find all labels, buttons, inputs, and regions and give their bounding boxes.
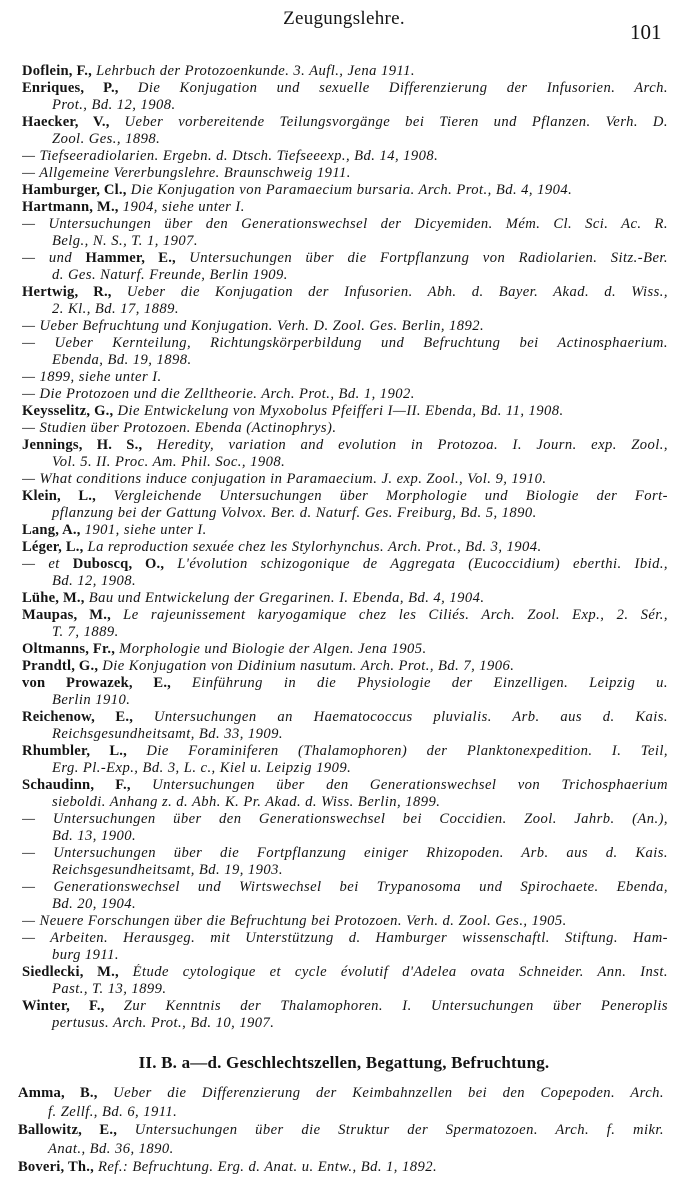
bibliography-entry — [22, 777, 668, 811]
entry-first-line — [22, 114, 668, 131]
bibliography-entry — [22, 148, 668, 165]
bibliography-entry — [22, 199, 668, 216]
bibliography-entry — [22, 420, 668, 437]
entry-citation: Untersuchungen über den Generationswechsel von Trichosphaerium — [130, 777, 668, 793]
entry-continuation: Ebenda, Bd. 19, 1898. — [52, 352, 192, 368]
entry-citation: Die Protozoen und die Zelltheorie. Arch. Prot., Bd. 1, 1902. — [39, 386, 415, 402]
entry-prefix: — — [22, 471, 40, 487]
entry-author: Hammer, E., — [85, 250, 176, 266]
bibliography-entry — [22, 63, 668, 80]
bibliography-entry — [22, 386, 668, 403]
entry-first-line — [22, 522, 668, 539]
entry-continuation: Bd. 20, 1904. — [52, 896, 137, 912]
entry-prefix: — — [22, 216, 49, 232]
entry-author: Hartmann, M., — [22, 199, 119, 215]
entry-first-line — [18, 1084, 664, 1103]
entry-continuation: Vol. 5. II. Proc. Am. Phil. Soc., 1908. — [52, 454, 286, 470]
entry-author: Enriques, P., — [22, 80, 119, 96]
section-bibliography-list — [18, 1084, 664, 1177]
entry-citation: Die Entwickelung von Myxobolus Pfeifferi I—II. Ebenda, Bd. 11, 1908. — [113, 403, 564, 419]
entry-citation: Ueber die Differenzierung der Keimbahnzellen bei den Copepoden. Arch. — [97, 1085, 664, 1101]
entry-first-line — [22, 556, 668, 573]
entry-citation: Bau und Entwickelung der Gregarinen. I. Ebenda, Bd. 4, 1904. — [84, 590, 485, 606]
entry-citation: L'évolution schizogonique de Aggregata (Eucoccidium) eberthi. Ibid., — [164, 556, 668, 572]
entry-citation: Untersuchungen über den Generationswechsel der Dicyemiden. Mém. Cl. Sci. Ac. R. — [48, 216, 668, 232]
entry-continuation: Anat., Bd. 36, 1890. — [48, 1140, 174, 1157]
entry-author: Lühe, M., — [22, 590, 85, 606]
entry-continuation: burg 1911. — [52, 947, 119, 963]
entry-author: Doflein, F., — [22, 63, 92, 79]
entry-author: Keysselitz, G., — [22, 403, 114, 419]
entry-first-line — [22, 403, 668, 420]
entry-prefix: — — [22, 386, 40, 402]
bibliography-entry — [22, 998, 668, 1032]
entry-citation: Untersuchungen über die Fortpflanzung einiger Rhizopoden. Arb. aus d. Kais. — [53, 845, 668, 861]
bibliography-entry — [22, 369, 668, 386]
entry-first-line — [22, 216, 668, 233]
entry-author: Prandtl, G., — [22, 658, 99, 674]
entry-prefix: — — [22, 420, 40, 436]
entry-citation: Allgemeine Vererbungslehre. Braunschweig 1911. — [39, 165, 351, 181]
entry-author: Hamburger, Cl., — [22, 182, 127, 198]
entry-first-line — [22, 437, 668, 454]
entry-first-line — [22, 964, 668, 981]
bibliography-entry — [22, 879, 668, 913]
entry-continuation: f. Zellf., Bd. 6, 1911. — [48, 1103, 178, 1120]
bibliography-entry — [22, 165, 668, 182]
bibliography-entry — [22, 250, 668, 284]
bibliography-entry — [22, 539, 668, 556]
entry-prefix: — — [22, 811, 53, 827]
entry-first-line — [22, 420, 668, 437]
section-heading: II. B. a—d. Geschlechtszellen, Begattung, Befruchtung. — [138, 1053, 550, 1072]
entry-continuation: Reichsgesundheitsamt, Bd. 33, 1909. — [52, 726, 283, 742]
entry-citation: Die Foraminiferen (Thalamophoren) der Planktonexpedition. I. Teil, — [126, 743, 668, 759]
entry-citation: 1904, siehe unter I. — [118, 199, 245, 215]
bibliography-entry — [18, 1158, 664, 1177]
entry-continuation: Bd. 13, 1900. — [52, 828, 137, 844]
entry-citation: Die Konjugation von Didinium nasutum. Arch. Prot., Bd. 7, 1906. — [98, 658, 515, 674]
entry-first-line — [18, 1158, 664, 1177]
bibliography-entry — [22, 709, 668, 743]
bibliography-entry — [22, 845, 668, 879]
bibliography-entry — [22, 930, 668, 964]
entry-first-line — [22, 250, 668, 267]
bibliography-entry — [22, 811, 668, 845]
entry-citation: 1901, siehe unter I. — [80, 522, 207, 538]
entry-author: Rhumbler, L., — [22, 743, 127, 759]
bibliography-entry — [22, 590, 668, 607]
entry-prefix: — — [22, 335, 55, 351]
entry-citation: Étude cytologique et cycle évolutif d'Adelea ovata Schneider. Ann. Inst. — [118, 964, 668, 980]
entry-first-line — [22, 182, 668, 199]
entry-author: Reichenow, E., — [22, 709, 134, 725]
entry-continuation: Prot., Bd. 12, 1908. — [52, 97, 176, 113]
bibliography-entry — [18, 1084, 664, 1121]
entry-citation: Vergleichende Untersuchungen über Morphologie und Biologie der Fort- — [95, 488, 668, 504]
entry-author: Lang, A., — [22, 522, 81, 538]
entry-prefix: — — [22, 369, 40, 385]
page-title: Zeugungslehre. — [283, 8, 405, 29]
entry-first-line — [22, 641, 668, 658]
entry-prefix: — — [22, 879, 54, 895]
entry-first-line — [22, 539, 668, 556]
entry-citation: Le rajeunissement karyogamique chez les Ciliés. Arch. Zool. Exp., 2. Sér., — [110, 607, 668, 623]
entry-first-line — [22, 63, 668, 80]
entry-first-line — [22, 80, 668, 97]
entry-prefix: — — [22, 318, 40, 334]
entry-first-line — [22, 284, 668, 301]
entry-first-line — [22, 590, 668, 607]
entry-first-line — [22, 811, 668, 828]
entry-author: Siedlecki, M., — [22, 964, 119, 980]
entry-citation: Ueber vorbereitende Teilungsvorgänge bei Tieren und Pflanzen. Verh. D. — [109, 114, 668, 130]
entry-continuation: Zool. Ges., 1898. — [52, 131, 161, 147]
bibliography-entry — [22, 913, 668, 930]
entry-citation: Morphologie und Biologie der Algen. Jena 1905. — [115, 641, 427, 657]
bibliography-entry — [22, 437, 668, 471]
entry-citation: Ueber die Konjugation der Infusorien. Abh. d. Bayer. Akad. d. Wiss., — [111, 284, 668, 300]
entry-citation: Lehrbuch der Protozoenkunde. 3. Aufl., Jena 1911. — [91, 63, 415, 79]
bibliography-entry — [22, 743, 668, 777]
entry-first-line — [22, 386, 668, 403]
entry-author: Jennings, H. S., — [22, 437, 143, 453]
entry-citation: 1899, siehe unter I. — [39, 369, 162, 385]
bibliography-entry — [22, 80, 668, 114]
entry-prefix: — und — [22, 250, 86, 266]
entry-prefix: — — [22, 845, 54, 861]
entry-first-line — [22, 743, 668, 760]
entry-continuation: T. 7, 1889. — [52, 624, 119, 640]
entry-first-line — [22, 675, 668, 692]
bibliography-entry — [22, 403, 668, 420]
entry-continuation: Erg. Pl.-Exp., Bd. 3, L. c., Kiel u. Leipzig 1909. — [52, 760, 352, 776]
entry-citation: What conditions induce conjugation in Paramaecium. J. exp. Zool., Vol. 9, 1910. — [39, 471, 547, 487]
entry-author: Léger, L., — [22, 539, 84, 555]
entry-first-line — [22, 488, 668, 505]
entry-citation: Untersuchungen an Haematococcus pluvialis. Arb. aus d. Kais. — [133, 709, 668, 725]
bibliography-list — [22, 63, 668, 1032]
entry-first-line — [22, 930, 668, 947]
bibliography-entry — [22, 964, 668, 998]
entry-citation: Einführung in die Physiologie der Einzelligen. Leipzig u. — [171, 675, 668, 691]
entry-first-line — [22, 471, 668, 488]
entry-author: Oltmanns, Fr., — [22, 641, 116, 657]
bibliography-entry — [22, 675, 668, 709]
entry-continuation: Belg., N. S., T. 1, 1907. — [52, 233, 198, 249]
entry-citation: Studien über Protozoen. Ebenda (Actinophrys). — [39, 420, 337, 436]
entry-author: Winter, F., — [22, 998, 105, 1014]
entry-first-line — [22, 845, 668, 862]
bibliography-entry — [22, 641, 668, 658]
entry-continuation: sieboldi. Anhang z. d. Abh. K. Pr. Akad. d. Wiss. Berlin, 1899. — [52, 794, 441, 810]
entry-first-line — [22, 913, 668, 930]
entry-author: Duboscq, O., — [72, 556, 165, 572]
entry-author: Hertwig, R., — [22, 284, 112, 300]
bibliography-entry — [22, 607, 668, 641]
entry-first-line — [22, 369, 668, 386]
bibliography-entry — [22, 114, 668, 148]
entry-author: von Prowazek, E., — [22, 675, 172, 691]
entry-citation: Neuere Forschungen über die Befruchtung bei Protozoen. Verh. d. Zool. Ges., 1905. — [39, 913, 567, 929]
entry-continuation: Bd. 12, 1908. — [52, 573, 137, 589]
entry-citation: Ueber Befruchtung und Konjugation. Verh. D. Zool. Ges. Berlin, 1892. — [39, 318, 485, 334]
entry-citation: Ref.: Befruchtung. Erg. d. Anat. u. Entw., Bd. 1, 1892. — [93, 1159, 438, 1175]
entry-author: Maupas, M., — [22, 607, 111, 623]
bibliography-entry — [22, 658, 668, 675]
entry-first-line — [22, 165, 668, 182]
entry-continuation: pflanzung bei der Gattung Volvox. Ber. d. Naturf. Ges. Freiburg, Bd. 5, 1890. — [52, 505, 537, 521]
entry-author: Ballowitz, E., — [18, 1122, 118, 1138]
entry-citation: Untersuchungen über die Struktur der Spermatozoen. Arch. f. mikr. — [117, 1122, 664, 1138]
entry-author: Schaudinn, F., — [22, 777, 131, 793]
entry-prefix: — et — [22, 556, 73, 572]
bibliography-entry — [22, 522, 668, 539]
entry-first-line — [22, 879, 668, 896]
bibliography-entry — [22, 488, 668, 522]
entry-first-line — [22, 777, 668, 794]
entry-prefix: — — [22, 913, 40, 929]
entry-first-line — [22, 318, 668, 335]
entry-citation: Untersuchungen über den Generationswechsel bei Coccidien. Zool. Jahrb. (An.), — [52, 811, 668, 827]
bibliography-entry — [22, 216, 668, 250]
bibliography-entry — [22, 471, 668, 488]
entry-citation: Zur Kenntnis der Thalamophoren. I. Untersuchungen über Peneroplis — [104, 998, 668, 1014]
entry-citation: Tiefseeradiolarien. Ergebn. d. Dtsch. Tiefseeexp., Bd. 14, 1908. — [39, 148, 439, 164]
entry-first-line — [22, 658, 668, 675]
entry-first-line — [22, 148, 668, 165]
entry-citation: Ueber Kernteilung, Richtungskörperbildung und Befruchtung bei Actinosphaerium. — [54, 335, 668, 351]
entry-first-line — [22, 709, 668, 726]
entry-citation: Die Konjugation von Paramaecium bursaria. Arch. Prot., Bd. 4, 1904. — [126, 182, 573, 198]
bibliography-entry — [18, 1121, 664, 1158]
entry-prefix: — — [22, 165, 40, 181]
entry-author: Boveri, Th., — [18, 1159, 94, 1175]
entry-first-line — [22, 335, 668, 352]
entry-continuation: d. Ges. Naturf. Freunde, Berlin 1909. — [52, 267, 288, 283]
entry-continuation: Berlin 1910. — [52, 692, 131, 708]
entry-first-line — [22, 998, 668, 1015]
bibliography-entry — [22, 556, 668, 590]
bibliography-entry — [22, 182, 668, 199]
entry-citation: Die Konjugation und sexuelle Differenzierung der Infusorien. Arch. — [118, 80, 668, 96]
entry-continuation: Reichsgesundheitsamt, Bd. 19, 1903. — [52, 862, 283, 878]
entry-prefix: — — [22, 930, 51, 946]
entry-author: Amma, B., — [18, 1085, 98, 1101]
bibliography-entry — [22, 284, 668, 318]
bibliography-entry — [22, 335, 668, 369]
entry-citation: Generationswechsel und Wirtswechsel bei Trypanosoma und Spirochaete. Ebenda, — [53, 879, 668, 895]
entry-citation: La reproduction sexuée chez les Stylorhynchus. Arch. Prot., Bd. 3, 1904. — [83, 539, 542, 555]
entry-prefix: — — [22, 148, 40, 164]
entry-continuation: Past., T. 13, 1899. — [52, 981, 167, 997]
entry-citation: Arbeiten. Herausgeg. mit Unterstützung d. Hamburger wissenschaftl. Stiftung. Ham- — [50, 930, 668, 946]
entry-citation: Heredity, variation and evolution in Protozoa. I. Journ. exp. Zool., — [142, 437, 668, 453]
entry-first-line — [22, 607, 668, 624]
entry-continuation: 2. Kl., Bd. 17, 1889. — [52, 301, 180, 317]
entry-first-line — [22, 199, 668, 216]
entry-author: Klein, L., — [22, 488, 96, 504]
entry-author: Haecker, V., — [22, 114, 110, 130]
entry-continuation: pertusus. Arch. Prot., Bd. 10, 1907. — [52, 1015, 275, 1031]
page-number: 101 — [630, 20, 662, 44]
entry-citation: Untersuchungen über die Fortpflanzung von Radiolarien. Sitz.-Ber. — [175, 250, 668, 266]
bibliography-entry — [22, 318, 668, 335]
entry-first-line — [18, 1121, 664, 1140]
